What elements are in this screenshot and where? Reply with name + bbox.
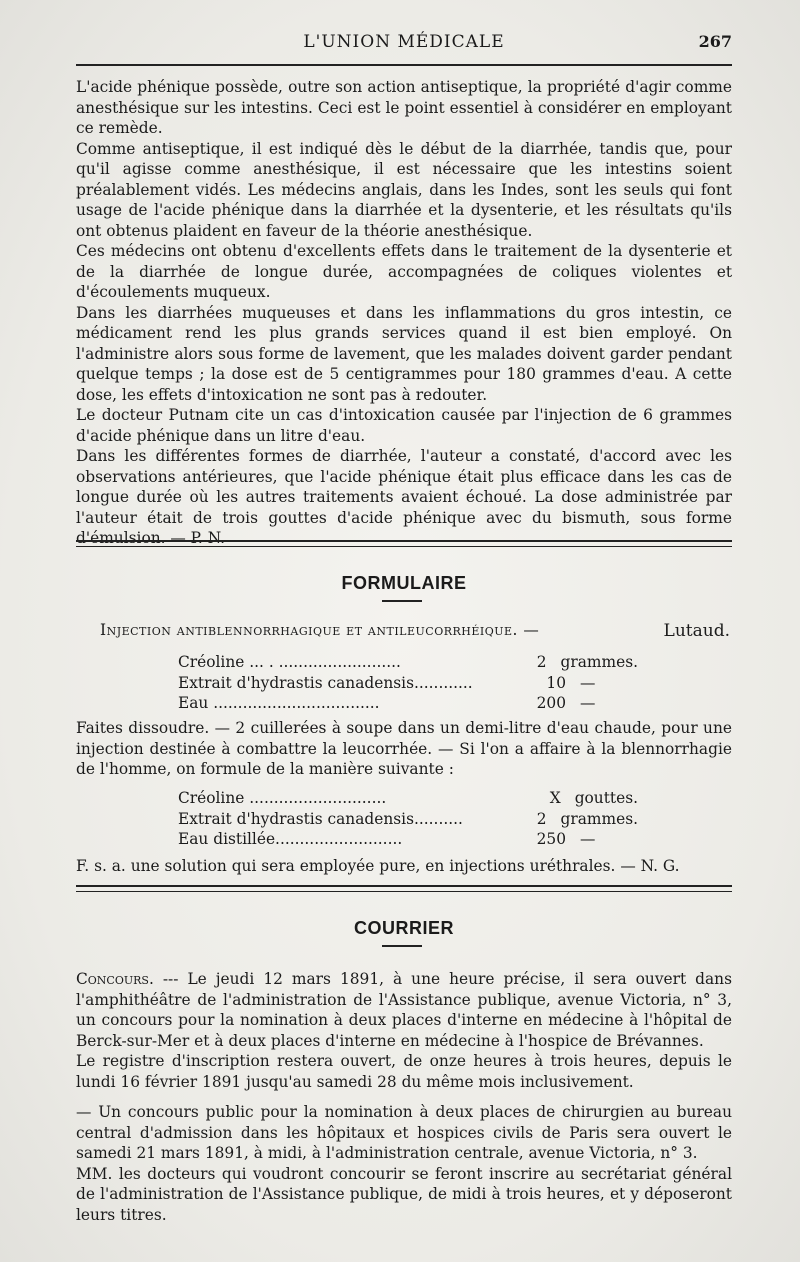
ingredient-qty: 200 [536, 694, 566, 712]
recipe-row [178, 652, 638, 673]
recipe-row [178, 693, 638, 714]
recipe-row [178, 788, 638, 809]
courrier-lead: Concours. [76, 970, 154, 988]
formulaire-instructions [76, 718, 732, 780]
article-paragraph: Comme antiseptique, il est indiqué dès le début de la diarrhée, tandis que, pour qu'il agisse comme anesthésique, il est nécessaire que les intestins soient préalablement vidés. Les médecins anglais, dans les Indes, sont les seuls qui font usage de l'acide phénique dans la diarrhée et la dysenterie, et les résultats qu'ils ont obtenus plaident en faveur de la théorie anesthésique. [76, 139, 732, 240]
courrier-paragraph: — Un concours public pour la nomination à deux places de chirurgien au bureau central d'admission dans les hôpitaux et hospices civils de Paris sera ouvert le samedi 21 mars 1891, à midi, à l'administration centrale, avenue Victoria, n° 3. [76, 1103, 732, 1162]
courrier-paragraph [76, 969, 732, 1051]
courrier-text: --- Le jeudi 12 mars 1891, à une heure précise, il sera ouvert dans l'amphithéâtre de l'administration de l'Assistance publique, avenue Victoria, n° 3, un concours pour la nomination à deux places d'interne en médecine à l'hôpital de Berck-sur-Mer et à deux places d'interne en médecine à l'hospice de Brévannes. [76, 970, 732, 1050]
recipe-table-1 [178, 652, 638, 714]
title-underline [382, 600, 422, 602]
recipe-row [178, 829, 638, 850]
ingredient-unit: — [580, 830, 596, 848]
ingredient-unit: — [580, 673, 596, 692]
recipe-row [178, 809, 638, 830]
ingredient-name: Eau distillée.......................... [178, 830, 403, 848]
recipe-table-2 [178, 788, 638, 850]
ingredient-name: Créoline ... . ......................... [178, 653, 401, 671]
courrier-body [76, 969, 732, 1225]
recipe-row [178, 673, 638, 694]
prescription-name: Injection antiblennorrhagique et antileucorrhéique. — [100, 621, 540, 639]
section-divider [76, 885, 732, 892]
article-paragraph: Dans les différentes formes de diarrhée, l'auteur a constaté, d'accord avec les observations antérieures, que l'acide phénique était plus efficace dans les cas de longue durée où les autres traitements avaient échoué. La dose administrée par l'auteur était de trois gouttes d'acide phénique avec du bismuth, sous forme d'émulsion. — P. N. [76, 447, 732, 547]
prescription-author: Lutaud. [663, 621, 730, 641]
article-paragraph: L'acide phénique possède, outre son action antiseptique, la propriété d'agir comme anesthésique sur les intestins. Ceci est le point essentiel à considérer en employant ce remède. [76, 78, 732, 137]
formulaire-title: FORMULAIRE [341, 573, 467, 593]
ingredient-unit: grammes. [560, 653, 638, 671]
ingredient-qty: X [549, 789, 561, 807]
title-underline [382, 945, 422, 947]
article-paragraph: Dans les diarrhées muqueuses et dans les inflammations du gros intestin, ce médicament rend les plus grands services quand il est bien employé. On l'administre alors sous forme de lavement, que les malades doivent garder pendant quelque temps ; la dose est de 5 centigrammes pour 180 grammes d'eau. A cette dose, les effets d'intoxication ne sont pas à redouter. [76, 303, 732, 404]
ingredient-unit: gouttes. [574, 789, 638, 807]
ingredient-qty: 10 [546, 673, 566, 692]
ingredient-qty: 2 [536, 653, 547, 671]
article-body [76, 77, 732, 549]
ingredient-name: Eau .................................. [178, 694, 380, 712]
ingredient-name: Extrait d'hydrastis canadensis............ [178, 673, 473, 692]
ingredient-qty: 2 [536, 809, 547, 828]
prescription-heading [100, 621, 730, 641]
page-header [76, 32, 732, 62]
header-rule [76, 64, 732, 66]
page-number: 267 [698, 32, 732, 51]
courrier-title: COURRIER [353, 918, 454, 938]
courrier-paragraph: Le registre d'inscription restera ouvert, de onze heures à trois heures, depuis le lundi 16 février 1891 jusqu'au samedi 28 du même mois inclusivement. [76, 1052, 732, 1091]
ingredient-name: Extrait d'hydrastis canadensis.......... [178, 809, 463, 828]
formulaire-closing [76, 856, 732, 877]
article-paragraph: Le docteur Putnam cite un cas d'intoxication causée par l'injection de 6 grammes d'acide phénique dans un litre d'eau. [76, 406, 732, 445]
closing-text: F. s. a. une solution qui sera employée pure, en injections uréthrales. — N. G. [76, 857, 680, 875]
ingredient-qty: 250 [536, 830, 566, 848]
ingredient-unit: — [580, 694, 596, 712]
article-paragraph: Ces médecins ont obtenu d'excellents effets dans le traitement de la dysenterie et de la diarrhée de longue durée, accompagnées de coliques violentes et d'écoulements muqueux. [76, 242, 732, 301]
courrier-paragraph: MM. les docteurs qui voudront concourir se feront inscrire au secrétariat général de l'administration de l'Assistance publique, de midi à trois heures, et y déposeront leurs titres. [76, 1164, 732, 1224]
ingredient-unit: grammes. [560, 809, 638, 828]
section-divider [76, 540, 732, 547]
ingredient-name: Créoline ............................ [178, 789, 387, 807]
instructions-text: Faites dissoudre. — 2 cuillerées à soupe dans un demi-litre d'eau chaude, pour une injection destinée à combattre la leucorrhée. — Si l'on a affaire à la blennorrhagie de l'homme, on formule de la manière suivante : [76, 719, 732, 778]
running-title: L'UNION MÉDICALE [303, 32, 505, 52]
